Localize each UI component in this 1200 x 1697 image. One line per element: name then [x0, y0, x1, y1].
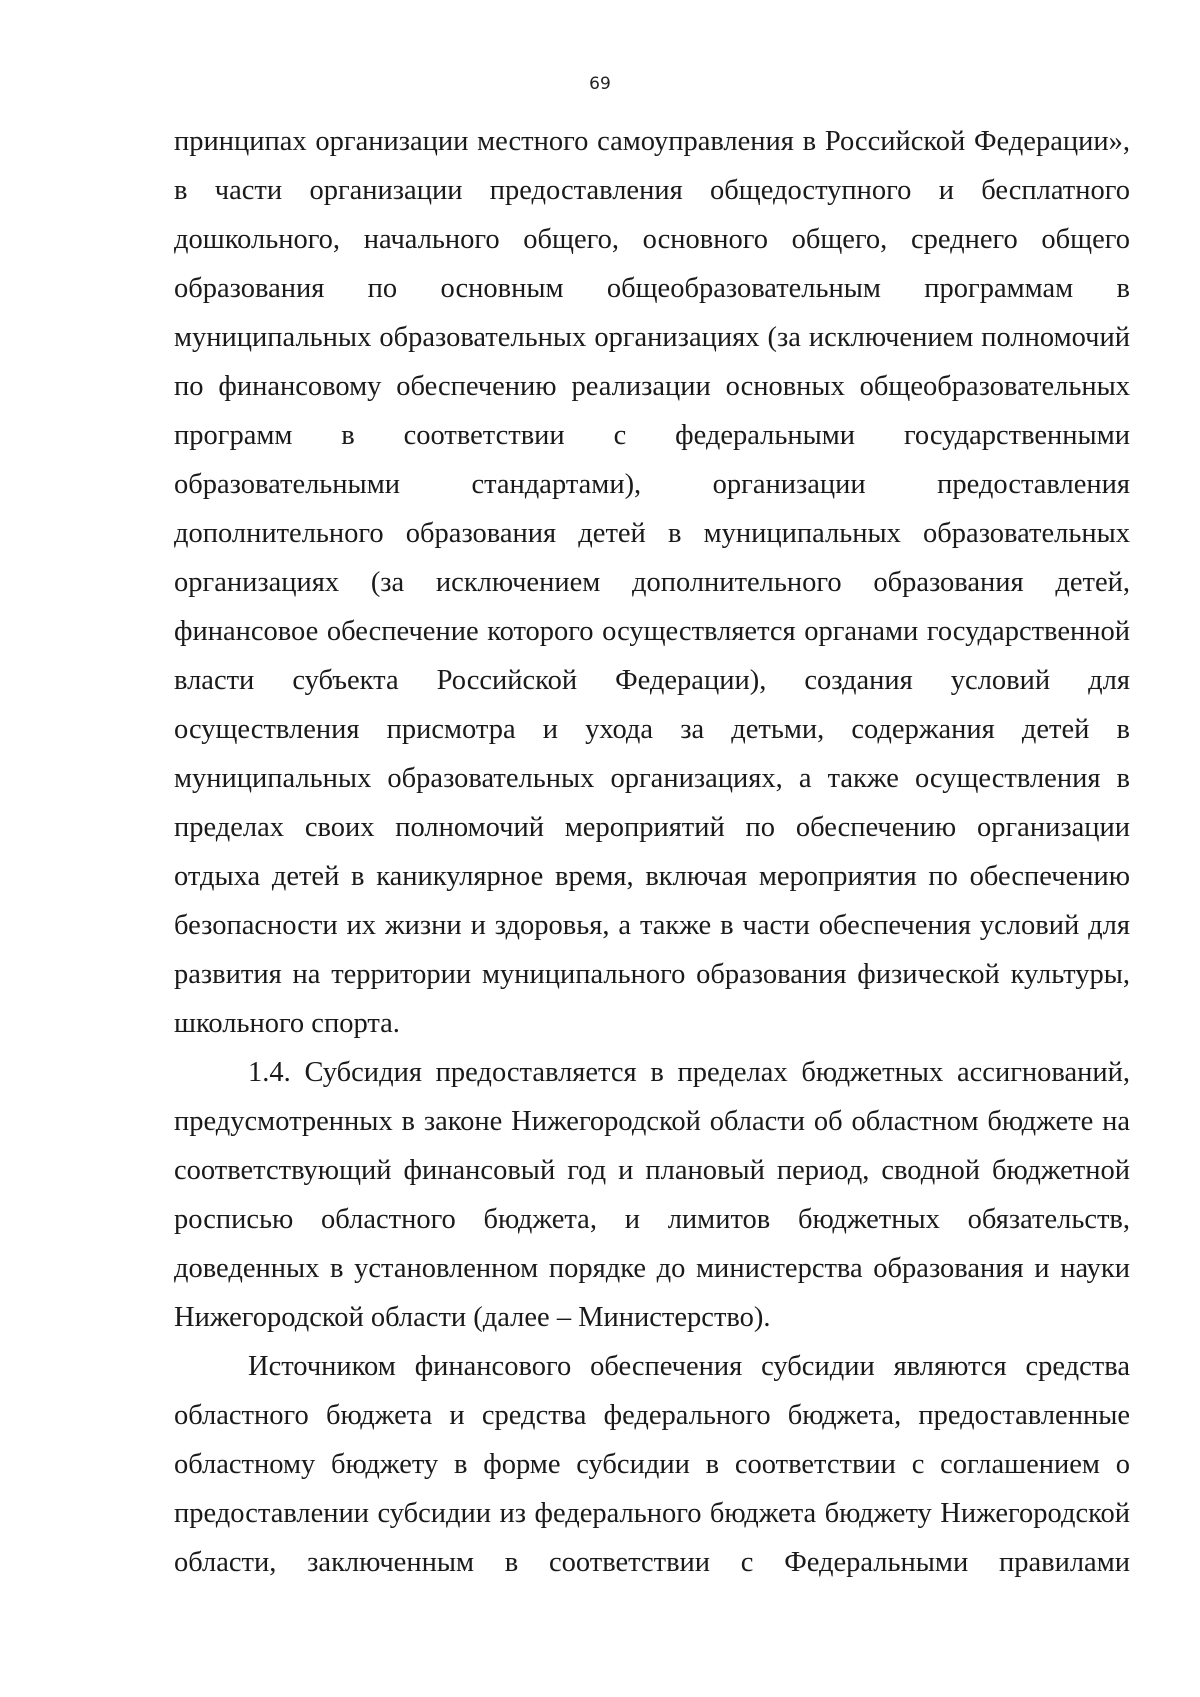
paragraph-continued: принципах организации местного самоуправления в Российской Федерации», в части организации предоставления общедоступного и бесплатного дошкольного, начального общего, основного общего, среднего общего образования по основным общеобразовательным программам в муниципальных образовательных организациях (за исключением полномочий по финансовому обеспечению реализации основных общеобразовательных программ в соответствии с федеральными государственными образовательными стандартами), организации предоставления дополнительного образования детей в муниципальных образовательных организациях (за исключением дополнительного образования детей, финансовое обеспечение которого осуществляется органами государственной власти субъекта Российской Федерации), создания условий для осуществления присмотра и ухода за детьми, содержания детей в муниципальных образовательных организациях, а также осуществления в пределах своих полномочий мероприятий по обеспечению организации отдыха детей в каникулярное время, включая мероприятия по обеспечению безопасности их жизни и здоровья, а также в части обеспечения условий для развития на территории муниципального образования физической культуры, школьного спорта. [174, 126, 1130, 1039]
paragraph-funding-source: Источником финансового обеспечения субсидии являются средства областного бюджета и средства федерального бюджета, предоставленные областному бюджету в форме субсидии в соответствии с соглашением о предоставлении субсидии из федерального бюджета бюджету Нижегородской области, заключенным в соответствии с Федеральными правилами [174, 1351, 1130, 1578]
paragraph-1-4: 1.4. Субсидия предоставляется в пределах бюджетных ассигнований, предусмотренных в законе Нижегородской области об областном бюджете на соответствующий финансовый год и плановый период, сводной бюджетной росписью областного бюджета, и лимитов бюджетных обязательств, доведенных в установленном порядке до министерства образования и науки Нижегородской области (далее – Министерство). [174, 1057, 1130, 1333]
document-body [174, 117, 1130, 1587]
page-number: 69 [589, 74, 611, 94]
